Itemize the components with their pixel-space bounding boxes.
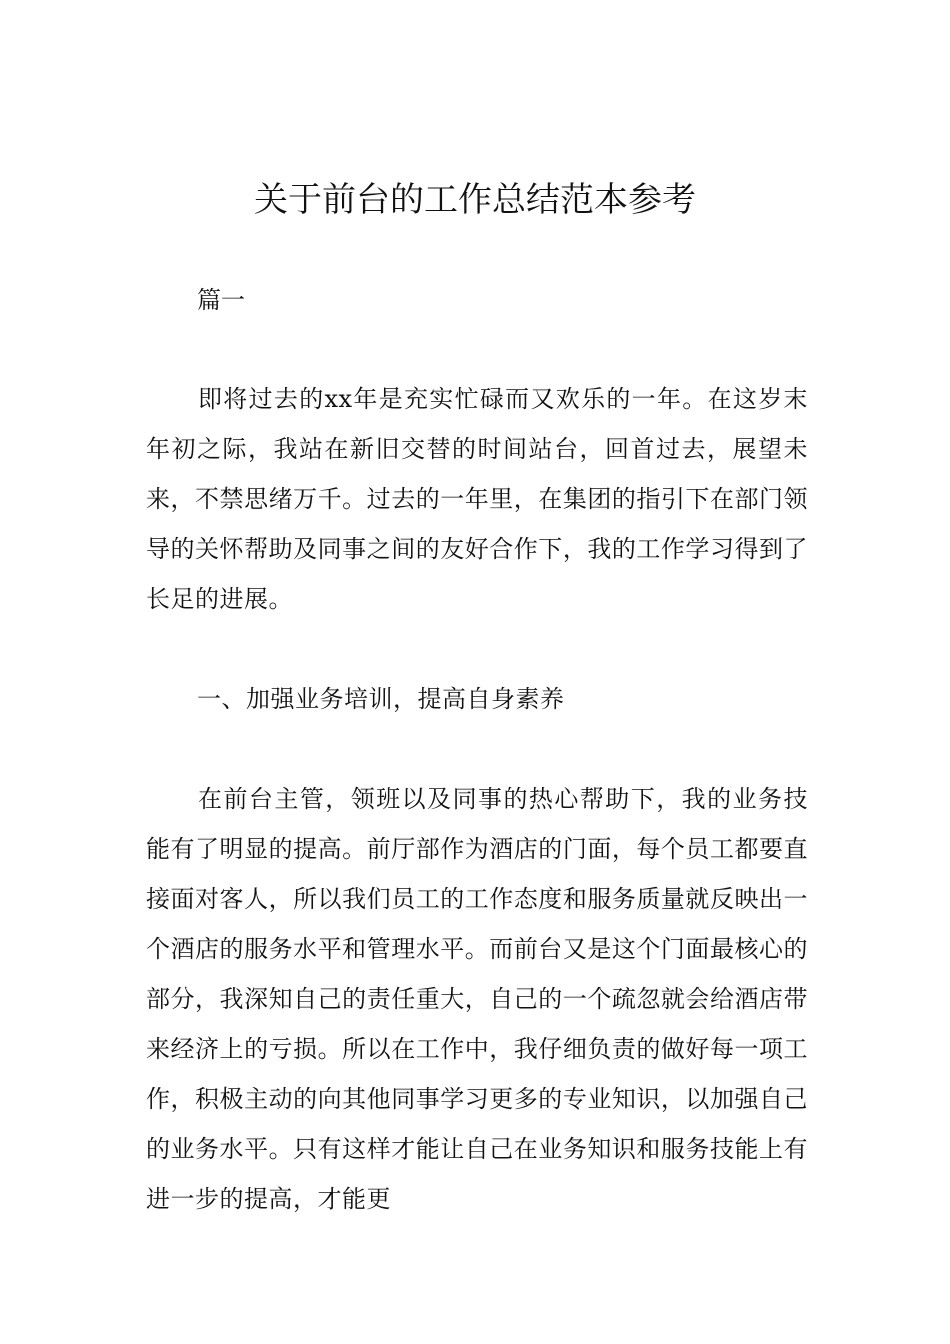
paragraph-training: 在前台主管，领班以及同事的热心帮助下，我的业务技能有了明显的提高。前厅部作为酒店的门面，每个员工都要直接面对客人，所以我们员工的工作态度和服务质量就反映出一个酒店的服务水平和管理水平。而前台又是这个门面最核心的部分，我深知自己的责任重大，自己的一个疏忽就会给酒店带来经济上的亏损。所以在工作中，我仔细负责的做好每一项工作，积极主动的向其他同事学习更多的专业知识，以加强自己的业务水平。只有这样才能让自己在业务知识和服务技能上有进一步的提高，才能更 [146,785,808,1213]
section-heading-1: 一、加强业务培训，提高自身素养 [197,685,565,713]
paragraph-intro: 即将过去的xx年是充实忙碌而又欢乐的一年。在这岁末年初之际，我站在新旧交替的时间站台，回首过去，展望未来，不禁思绪万千。过去的一年里，在集团的指引下在部门领导的关怀帮助及同事之间的友好合作下，我的工作学习得到了长足的进展。 [146,385,808,613]
document-title: 关于前台的工作总结范本参考 [254,180,696,220]
section-label: 篇一 [197,286,245,314]
